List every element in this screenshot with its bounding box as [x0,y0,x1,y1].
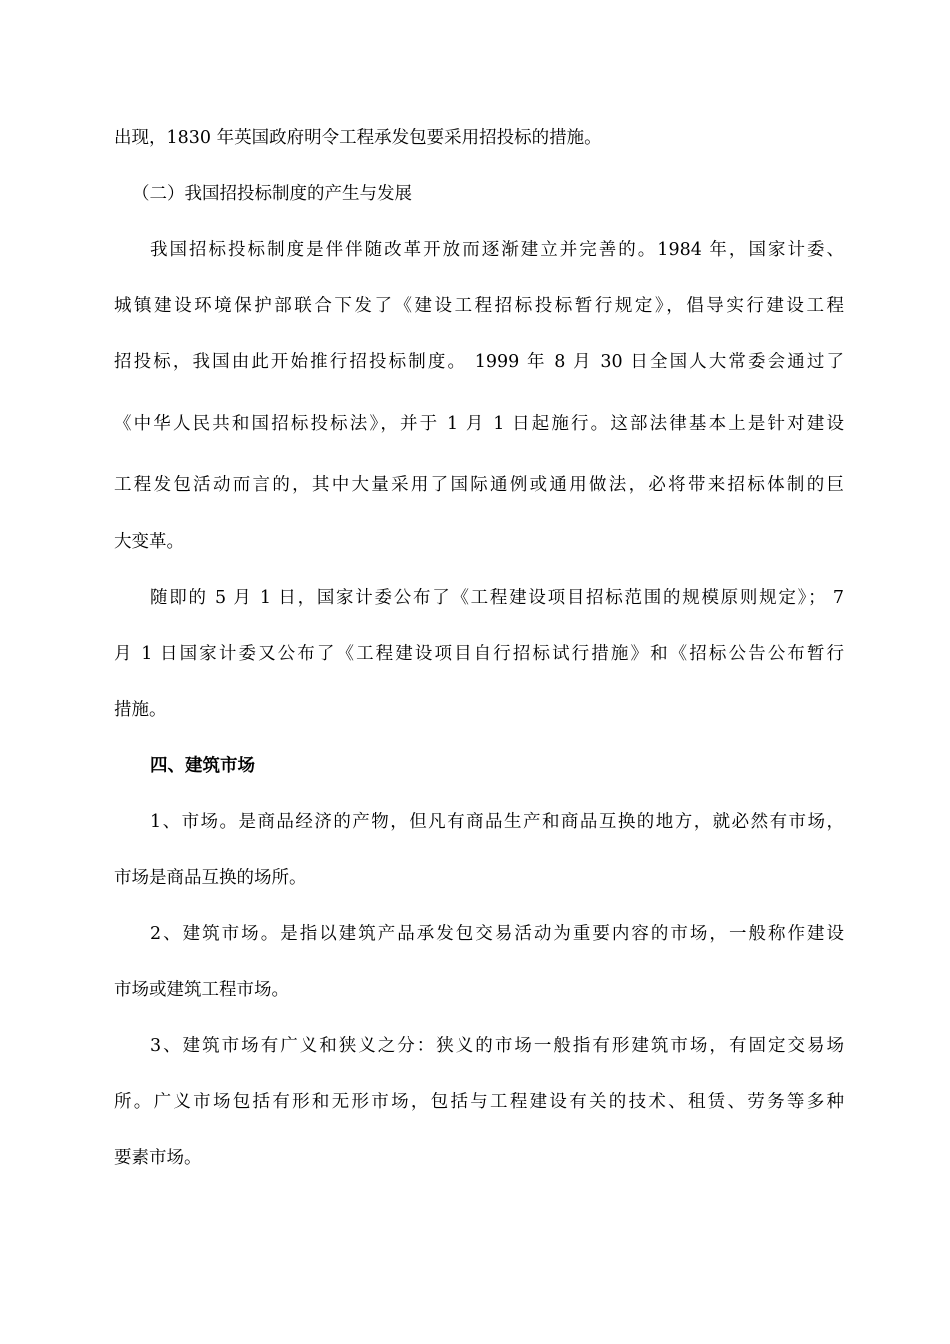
paragraph-line: 1、市场。是商品经济的产物，但凡有商品生产和商品互换的地方，就必然有市场， [150,812,844,832]
paragraph-line: 大变革。 [114,532,184,552]
paragraph-line: 要素市场。 [114,1148,202,1168]
paragraph-line: 市场或建筑工程市场。 [114,980,289,1000]
paragraph-line: 城镇建设环境保护部联合下发了《建设工程招标投标暂行规定》，倡导实行建设工程 [114,296,844,316]
section-heading: （二）我国招投标制度的产生与发展 [132,184,412,204]
paragraph-line: 我国招标投标制度是伴伴随改革开放而逐渐建立并完善的。1984 年，国家计委、 [150,240,844,260]
paragraph-line: 随即的 5 月 1 日，国家计委公布了《工程建设项目招标范围的规模原则规定》； 7 [150,588,844,608]
paragraph-line: 措施。 [114,700,167,720]
paragraph-line: 2、建筑市场。是指以建筑产品承发包交易活动为重要内容的市场，一般称作建设 [150,924,844,944]
paragraph-line: 3、建筑市场有广义和狭义之分：狭义的市场一般指有形建筑市场，有固定交易场 [150,1036,844,1056]
paragraph-line: 所。广义市场包括有形和无形市场，包括与工程建设有关的技术、租赁、劳务等多种 [114,1092,844,1112]
paragraph-line: 出现，1830 年英国政府明令工程承发包要采用招投标的措施。 [114,128,602,148]
paragraph-line: 月 1 日国家计委又公布了《工程建设项目自行招标试行措施》和《招标公告公布暂行 [114,644,844,664]
section-heading: 四、建筑市场 [150,756,255,776]
paragraph-line: 《中华人民共和国招标投标法》，并于 1 月 1 日起施行。这部法律基本上是针对建设 [114,414,844,434]
paragraph-line: 工程发包活动而言的，其中大量采用了国际通例或通用做法，必将带来招标体制的巨 [114,475,844,495]
paragraph-line: 招投标，我国由此开始推行招投标制度。 1999 年 8 月 30 日全国人大常委会通过了 [114,352,844,372]
paragraph-line: 市场是商品互换的场所。 [114,868,307,888]
